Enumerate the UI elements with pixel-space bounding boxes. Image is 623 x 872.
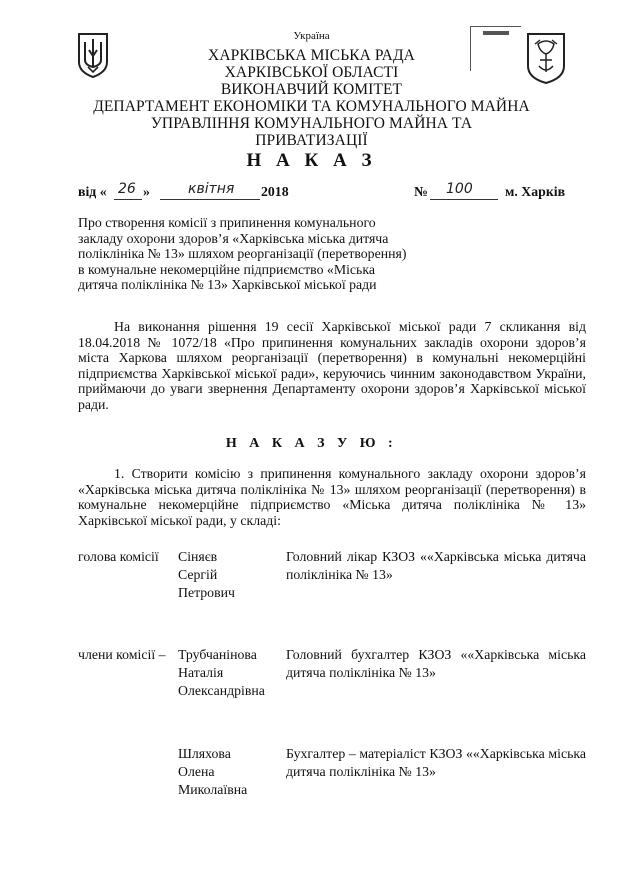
member-role: члени комісії – [78, 647, 166, 662]
member-name [178, 745, 247, 799]
member-surname: Сіняєв [178, 549, 218, 564]
member-patronymic: Олександрівна [178, 683, 265, 698]
member-first-name: Сергій [178, 567, 218, 582]
country-name: Україна [293, 30, 330, 42]
member-position: Головний лікар КЗОЗ ««Харківська міська дитяча поліклініка № 13» [286, 549, 586, 582]
member-patronymic: Миколаївна [178, 782, 248, 797]
member-first-name: Олена [178, 764, 215, 779]
subject-block [78, 215, 408, 293]
date-day: 26 [118, 181, 136, 197]
member-name [178, 548, 235, 602]
region-name: ХАРКІВСЬКОЇ ОБЛАСТІ [224, 64, 399, 81]
document-title: Н А К А З [246, 150, 377, 171]
preamble: На виконання рішення 19 сесії Харківської міської ради 7 скликання від 18.04.2018 № 1072/18 «Про припинення комунальних закладів охорони здоров’я міста Харкова шляхом реорганізації (перетворення) в комунальні некомерційні підприємства Харківської міської ради», керуючись чинним законодавством України, приймаючи до уваги звернення Департаменту охорони здоров’я Харківської міської ради. [78, 319, 586, 412]
member-position: Бухгалтер – матеріаліст КЗОЗ ««Харківська міська дитяча поліклініка № 13» [286, 746, 586, 779]
subject-line: поліклініка № 13» шляхом реорганізації (перетворення) [78, 246, 407, 261]
division-name-line2: ПРИВАТИЗАЦІЇ [255, 132, 368, 149]
date-prefix: від « [78, 184, 107, 199]
division-name-line1: УПРАВЛІННЯ КОМУНАЛЬНОГО МАЙНА ТА [150, 115, 473, 132]
ordering-heading: Н А К А З У Ю : [225, 436, 398, 451]
date-close-quote: » [143, 184, 150, 199]
city: м. Харків [505, 184, 566, 199]
member-name [178, 646, 265, 700]
subject-line: в комунальне некомерційне підприємство «Міська [78, 261, 375, 277]
department-name: ДЕПАРТАМЕНТ ЕКОНОМІКИ ТА КОМУНАЛЬНОГО МАЙНА [93, 98, 530, 115]
subject-line: Про створення комісії з припинення комунального [78, 215, 376, 230]
member-patronymic: Петрович [178, 585, 235, 600]
member-surname: Трубчанінова [178, 647, 257, 662]
member-first-name: Наталія [178, 665, 224, 680]
number-label: № [414, 184, 428, 199]
number-underline [430, 199, 498, 200]
month-underline [160, 199, 260, 200]
item-1: 1. Створити комісію з припинення комунального закладу охорони здоров’я «Харківська міська дитяча поліклініка № 13» шляхом реорганізації (перетворення) в комунальне некомерційне підприємство «Міська дитяча поліклініка № 13» Харківської міської ради, у складі: [78, 466, 586, 528]
member-surname: Шляхова [178, 746, 231, 761]
date-month: квітня [188, 181, 235, 197]
member-role: голова комісії [78, 549, 159, 564]
order-number: 100 [446, 181, 473, 197]
executive-committee: ВИКОНАВЧИЙ КОМІТЕТ [220, 81, 403, 98]
date-year: 2018 [261, 184, 289, 199]
member-position: Головний бухгалтер КЗОЗ ««Харківська міська дитяча поліклініка № 13» [286, 647, 586, 680]
day-underline [114, 199, 142, 200]
council-name: ХАРКІВСЬКА МІСЬКА РАДА [208, 47, 415, 64]
subject-line: закладу охорони здоров’я «Харківська міська дитяча [78, 230, 389, 246]
subject-line: дитяча поліклініка № 13» Харківської міської ради [78, 277, 377, 292]
